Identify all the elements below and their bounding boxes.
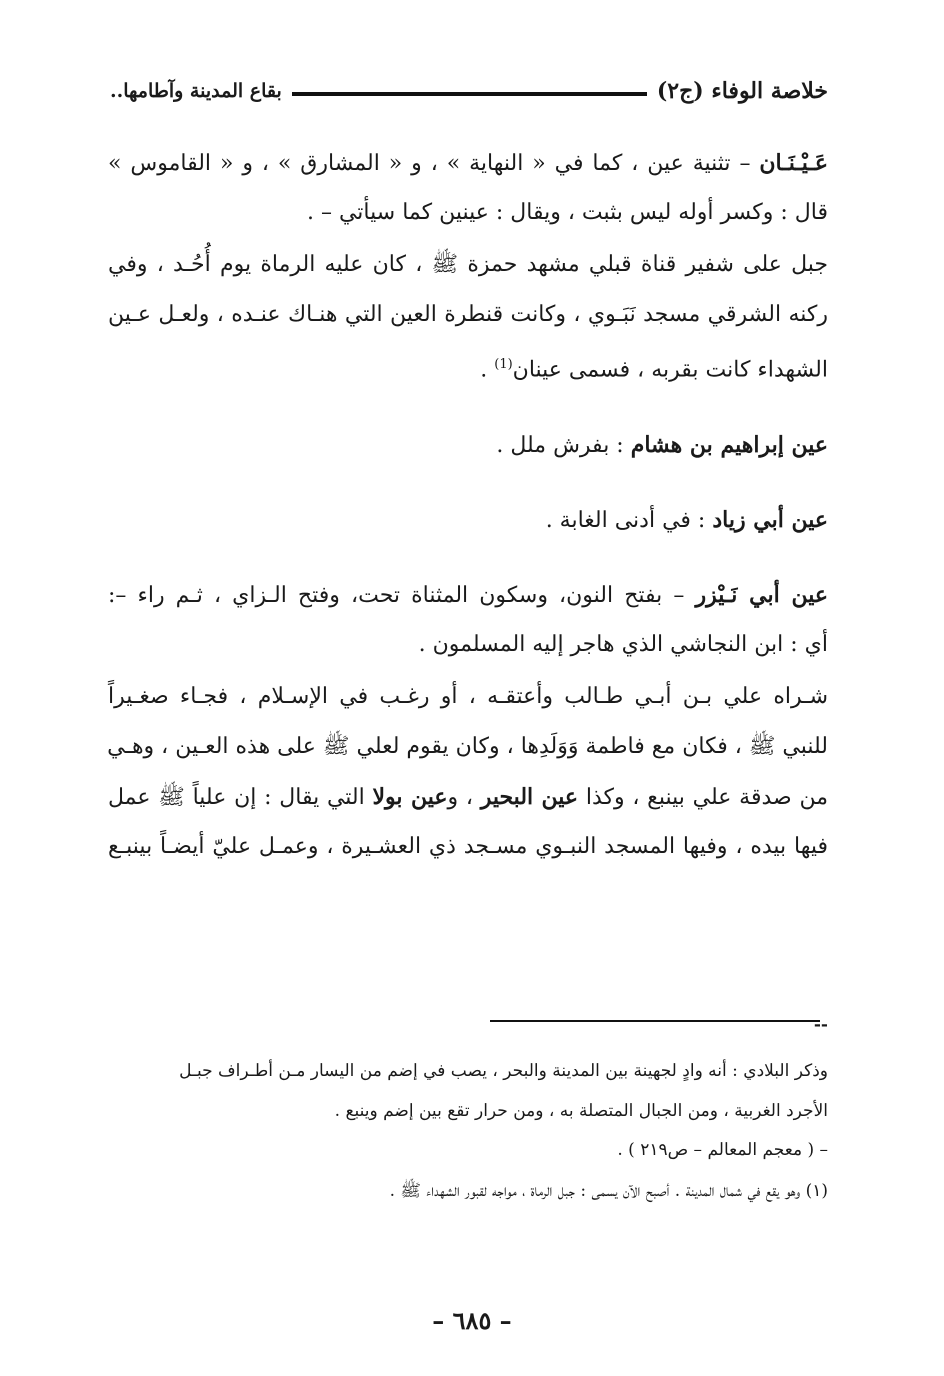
entry-ibrahim-line: عين إبراهيم بن هشام : بفرش ملل . [496,432,828,458]
entry-abi-nayzar-line-6: فيها بيده ، وفيها المسجد النبـوي مسـجد ذي العشـيرة ، وعمـل عليّ أيضـاً بينبـع [108,834,828,859]
entry-abi-nayzar-line-3: شـراه علي بـن أبـي طـالب وأعتقـه ، أو رغـب في الإسـلام ، فجـاء صغـيراً [108,684,828,709]
entry-ainan-headword: عَـيْـنَـان [759,150,828,176]
footnote-line-2: الأجرد الغربية ، ومن الجبال المتصلة به ، ومن حرار تقع بين إضم وينبع . [334,1101,828,1121]
footnote-line-3: – ( معجم المعالم – ص٢١٩ ) . [617,1140,828,1160]
entry-ibrahim-headword: عين إبراهيم بن هشام [630,432,828,458]
header-book-title: خلاصة الوفاء (ج٢) [656,78,828,104]
entry-abi-nayzar-line-1: عين أبي نَـيْزر – بفتح النون، وسكون المثناة تحت، وفتح الـزاي ، ثـم راء –: [108,582,829,608]
page-number: – ٦٨٥ – [432,1306,512,1335]
footnote-ref-1: (1) [494,357,513,372]
entry-ainan-line-3: جبل على شفير قناة قبلي مشهد حمزة ﷺ ، كان عليه الرماة يوم أُحُـد ، وفي [108,252,828,277]
entry-ainan-line-1: عَـيْـنَـان – تثنية عين ، كما في « النهاية » ، و « المشارق » ، و « القاموس » [108,150,828,176]
entry-abi-ziyad-headword: عين أبي زياد [712,507,828,533]
entry-ainan-line-4: ركنه الشرقي مسجد نَبَـوي ، وكانت قنطرة العين التي هنـاك عنـده ، ولعـل عـين [108,302,828,327]
entry-abi-nayzar-line-4: للنبي ﷺ ، فكان مع فاطمة وَوَلَدِها ، وكان يقوم لعلي ﷺ على هذه العـين ، وهـي [107,734,828,759]
running-header [110,74,828,108]
inline-ain-al-buhayr: عين البحير [480,784,579,810]
entry-abi-nayzar-line-2: أي : ابن النجاشي الذي هاجر إليه المسلمون . [418,632,828,657]
entry-ainan-line-2: قال : وكسر أوله ليس بثبت ، ويقال : عينين كما سيأتي – . [306,200,828,225]
header-rule [292,92,647,96]
footnote-1: (١) وهو يقع في شمال المدينة . أصبح الآن يسمى : جبل الرماة ، مواجه لقبور الشهداء ﷺ . [389,1181,828,1201]
footnote-dash: -- [813,1015,828,1035]
entry-ainan-line-5: الشهداء كانت بقربه ، فسمى عينان$^{(1)}$ . [480,357,828,383]
entry-abi-ziyad-line: عين أبي زياد : في أدنى الغابة . [545,507,828,533]
footnote-line-1: وذكر البلادي : أنه وادٍ لجهينة بين المدينة والبحر ، يصب في إضم من اليسار مـن أطـراف جبـل [179,1061,828,1081]
entry-abi-nayzar-line-5: من صدقة علي بينبع ، وكذا عين البحير ، وعين بولا التي يقال : إن علياً ﷺ عمل [108,784,829,810]
header-section-title: بقاع المدينة وآطامها.. [110,80,282,102]
inline-ain-bula: عين بولا [372,784,448,810]
entry-abi-nayzar-headword: عين أبي نَـيْزر [695,582,829,608]
footnote-separator [490,1020,820,1022]
